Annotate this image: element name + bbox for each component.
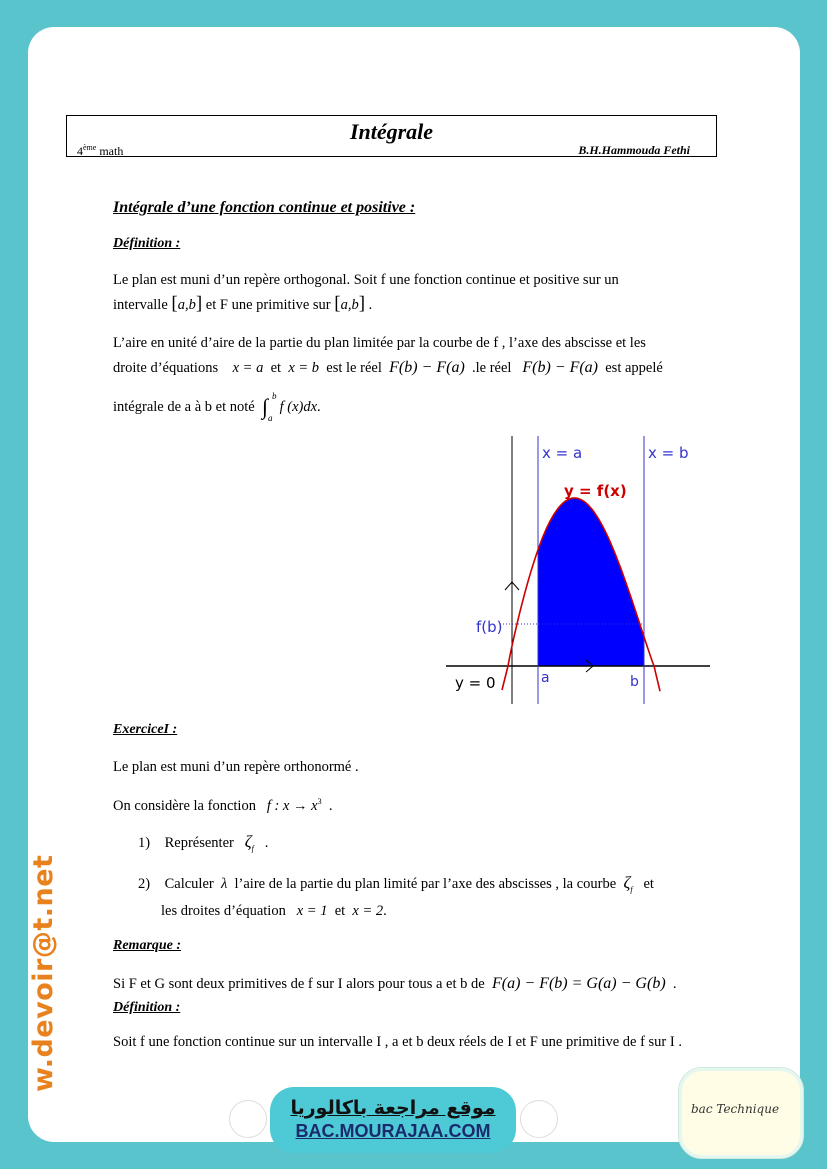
label-x-equals-a: x = a <box>542 444 583 462</box>
level-label: 4ème math <box>77 143 124 158</box>
header-box <box>66 115 717 157</box>
banner-arabic-text: موقع مراجعة باكالوريا <box>290 1097 496 1119</box>
remarque-label: Remarque : <box>113 938 182 953</box>
author-label: B.H.Hammouda Fethi <box>578 143 690 157</box>
section-title: Intégrale d’une fonction continue et positive : <box>113 199 416 216</box>
integral-notation-line: intégrale de a à b et noté ∫ b a f (x)dx. <box>113 394 321 417</box>
label-y-equals-0: y = 0 <box>455 674 496 692</box>
integral-figure <box>440 432 720 710</box>
page-title: Intégrale <box>349 119 434 144</box>
exercice-line-1: Le plan est muni d’un repère orthonormé . <box>113 759 359 775</box>
site-logo-left <box>229 1100 267 1138</box>
label-f-of-b: f(b) <box>476 618 503 636</box>
integral-lower: a <box>267 413 273 423</box>
side-watermark <box>28 1056 59 1092</box>
definition-2-text: Soit f une fonction continue sur un intervalle I , a et b deux réels de I et F une primitive de f sur I . <box>113 1034 682 1050</box>
label-curve: y = f(x) <box>564 482 627 500</box>
site-banner[interactable] <box>270 1087 516 1153</box>
exercice-item-2-line-2: les droites d’équation x = 1 et x = 2. <box>161 903 387 919</box>
bac-technique-badge: bac Technique <box>678 1067 804 1159</box>
exercice-line-2: On considère la fonction f : $x \to x^3$ . <box>113 797 333 814</box>
definition-2-label: Définition : <box>113 1000 181 1015</box>
aire-line-1: L’aire en unité d’aire de la partie du plan limitée par la courbe de f , l’axe des abscisse et les <box>113 335 646 351</box>
site-logo-right <box>520 1100 558 1138</box>
label-b: b <box>630 674 639 690</box>
definition-line-1: Le plan est muni d’un repère orthogonal. Soit f une fonction continue et positive sur un <box>113 272 619 288</box>
remarque-text: Si F et G sont deux primitives de f sur I alors pour tous a et b de F(a) − F(b) = G(a) − G(b) . <box>113 975 677 992</box>
definition-label: Définition : <box>113 236 181 251</box>
integral-upper: b <box>271 391 277 401</box>
exercice-item-2: 2) Calculer λ l’aire de la partie du plan limité par l’axe des abscisses , la courbe $\zeta_f$ et <box>138 873 654 894</box>
aire-line-2: droite d’équations x = a et x = b est le réel F(b) − F(a) .le réel F(b) − F(a) est appelé <box>113 359 663 376</box>
label-x-equals-b: x = b <box>648 444 689 462</box>
definition-line-2: intervalle [a,b] et F une primitive sur [a,b] . <box>113 293 373 314</box>
label-a: a <box>541 670 550 686</box>
area-under-curve <box>538 498 644 666</box>
exercice-item-1: 1) Représenter $\zeta_f$ . <box>138 832 269 853</box>
banner-url[interactable]: BAC.MOURAJAA.COM <box>295 1121 491 1141</box>
exercice-label: ExerciceI : <box>113 722 178 737</box>
